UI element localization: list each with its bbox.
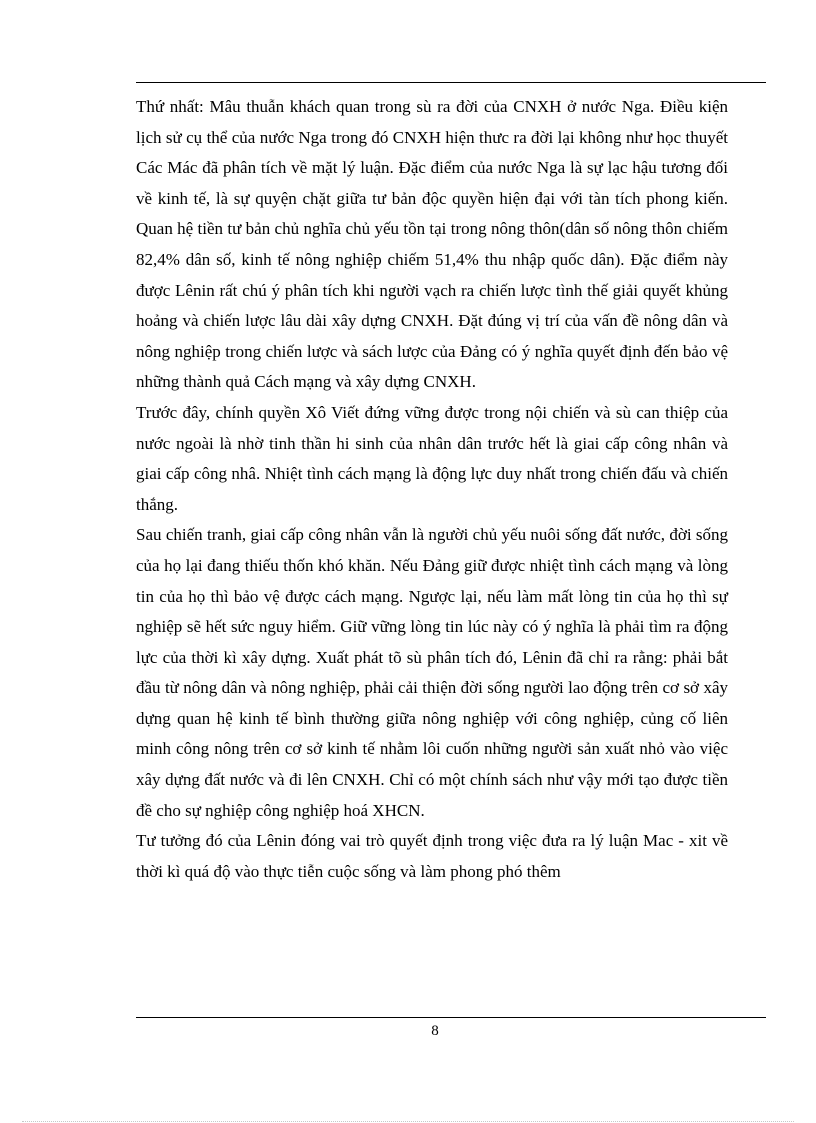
page-number: 8 — [431, 1023, 439, 1039]
footer-rule — [136, 1017, 766, 1018]
paragraph-3: Sau chiến tranh, giai cấp công nhân vẫn là người chủ yếu nuôi sống đất nước, đời sống của họ lại đang thiếu thốn khó khăn. Nếu Đảng giữ được nhiệt tình cách mạng và lòng tin của họ thì bảo vệ được cách mạng. Ngược lại, nếu làm mất lòng tin của họ thì sự nghiệp sẽ hết sức nguy hiểm. Giữ vững lòng tin lúc này có ý nghĩa là phải tìm ra động lực của thời kì xây dựng. Xuất phát tõ sù phân tích đó, Lênin đã chỉ ra rằng: phải bắt đầu từ nông dân và nông nghiệp, phải cải thiện đời sống người lao động trên cơ sở xây dựng quan hệ kinh tế bình thường giữa nông nghiệp với công nghiệp, củng cố liên minh công nông trên cơ sở kinh tế nhằm lôi cuốn những người sản xuất nhỏ vào việc xây dựng đất nước và đi lên CNXH. Chỉ có một chính sách như vậy mới tạo được tiền đề cho sự nghiệp công nghiệp hoá XHCN. — [136, 525, 728, 820]
body-text — [136, 92, 728, 887]
paragraph-2: Trước đây, chính quyền Xô Viết đứng vững được trong nội chiến và sù can thiệp của nước ngoài là nhờ tinh thần hi sinh của nhân dân trước hết là giai cấp công nhân và giai cấp công nhâ. Nhiệt tình cách mạng là động lực duy nhất trong chiến đấu và chiến thắng. — [136, 402, 728, 514]
paragraph-1: Thứ nhất: Mâu thuẫn khách quan trong sù ra đời của CNXH ở nước Nga. Điều kiện lịch sử cụ thể của nước Nga trong đó CNXH hiện thưc ra đời lại không như học thuyết Các Mác đã phân tích về mặt lý luận. Đặc điểm của nước Nga là sự lạc hậu tương đối về kinh tế, là sự quyện chặt giữa tư bản độc quyền hiện đại với tàn tích phong kiến. Quan hệ tiền tư bản chủ nghĩa chủ yếu tồn tại trong nông thôn(dân số nông thôn chiếm 82,4% dân số, kinh tế nông nghiệp chiếm 51,4% thu nhập quốc dân). Đặc điểm này được Lênin rất chú ý phân tích khi người vạch ra chiến lược tình thế giải quyết khủng hoảng và chiến lược lâu dài xây dựng CNXH. Đặt đúng vị trí của vấn đề nông dân và nông nghiệp trong chiến lược và sách lược của Đảng có ý nghĩa quyết định đến bảo vệ những thành quả Cách mạng và xây dựng CNXH. — [136, 97, 728, 392]
page-edge-dotted-line — [22, 1121, 794, 1122]
paragraph-4: Tư tưởng đó của Lênin đóng vai trò quyết định trong việc đưa ra lý luận Mac - xit về thời kì quá độ vào thực tiễn cuộc sống và làm phong phó thêm — [136, 831, 728, 881]
header-rule — [136, 82, 766, 83]
